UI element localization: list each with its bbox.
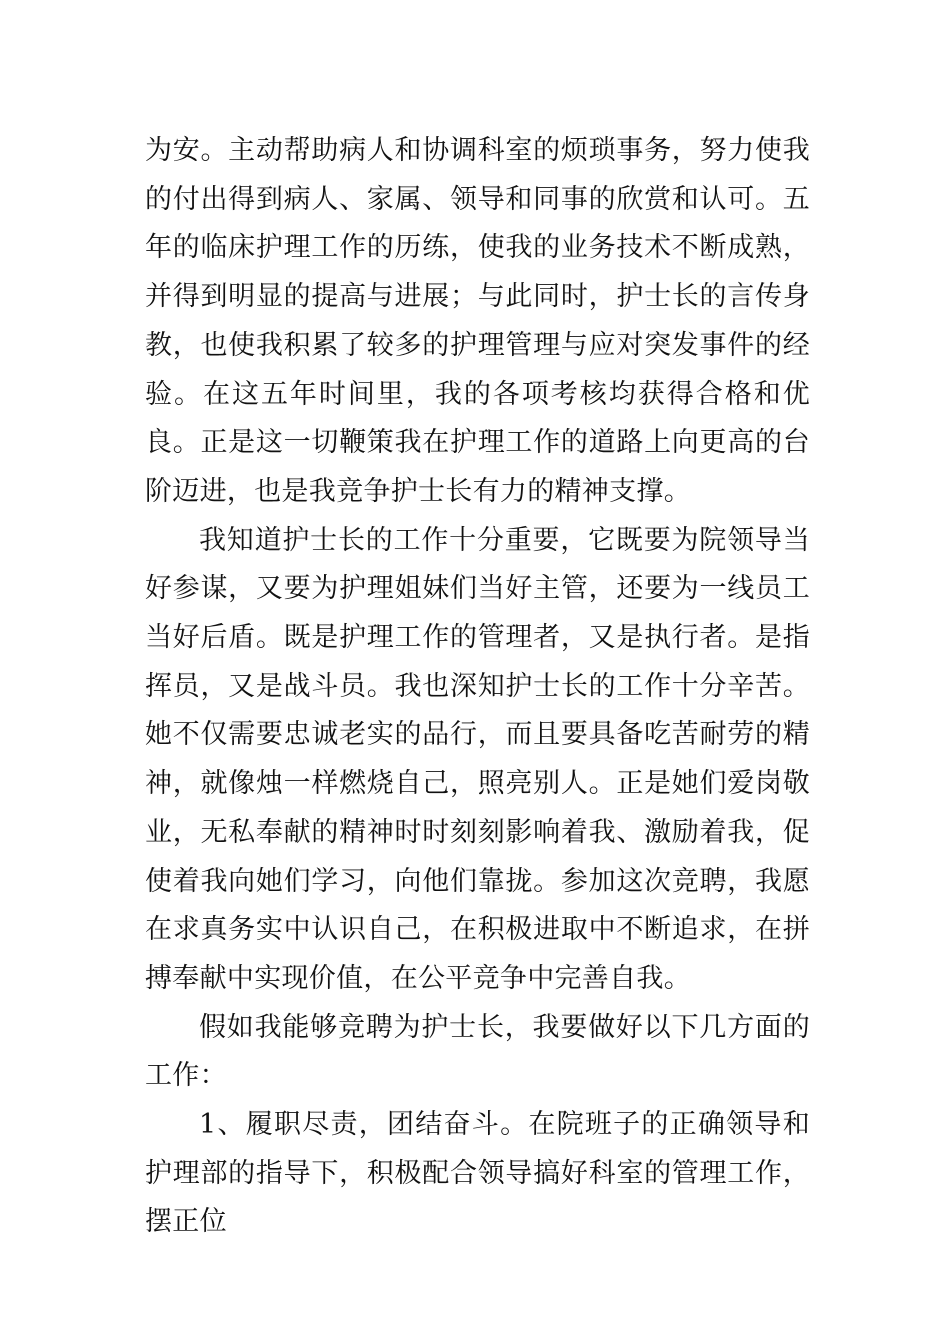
paragraph-3: 假如我能够竞聘为护士长，我要做好以下几方面的工作： xyxy=(145,1011,810,1092)
paragraph-2: 我知道护士长的工作十分重要，它既要为院领导当好参谋，又要为护理姐妹们当好主管，还要为一线员工当好后盾。既是护理工作的管理者，又是执行者。是指挥员，又是战斗员。我也深知护士长的工作十分辛苦。她不仅需要忠诚老实的品行，而且要具备吃苦耐劳的精神，就像烛一样燃烧自己，照亮别人。正是她们爱岗敬业，无私奉献的精神时时刻刻影响着我、激励着我，促使着我向她们学习，向他们靠拢。参加这次竞聘，我愿在求真务实中认识自己，在积极进取中不断追求，在拼搏奉献中实现价值，在公平竞争中完善自我。 xyxy=(145,524,810,994)
paragraph-4: 1、履职尽责，团结奋斗。在院班子的正确领导和护理部的指导下，积极配合领导搞好科室的管理工作，摆正位 xyxy=(145,1109,810,1238)
document-body xyxy=(145,127,810,1247)
paragraph-1: 为安。主动帮助病人和协调科室的烦琐事务，努力使我的付出得到病人、家属、领导和同事的欣赏和认可。五年的临床护理工作的历练，使我的业务技术不断成熟，并得到明显的提高与进展；与此同时，护士长的言传身教，也使我积累了较多的护理管理与应对突发事件的经验。在这五年时间里，我的各项考核均获得合格和优良。正是这一切鞭策我在护理工作的道路上向更高的台阶迈进，也是我竞争护士长有力的精神支撑。 xyxy=(145,135,810,507)
